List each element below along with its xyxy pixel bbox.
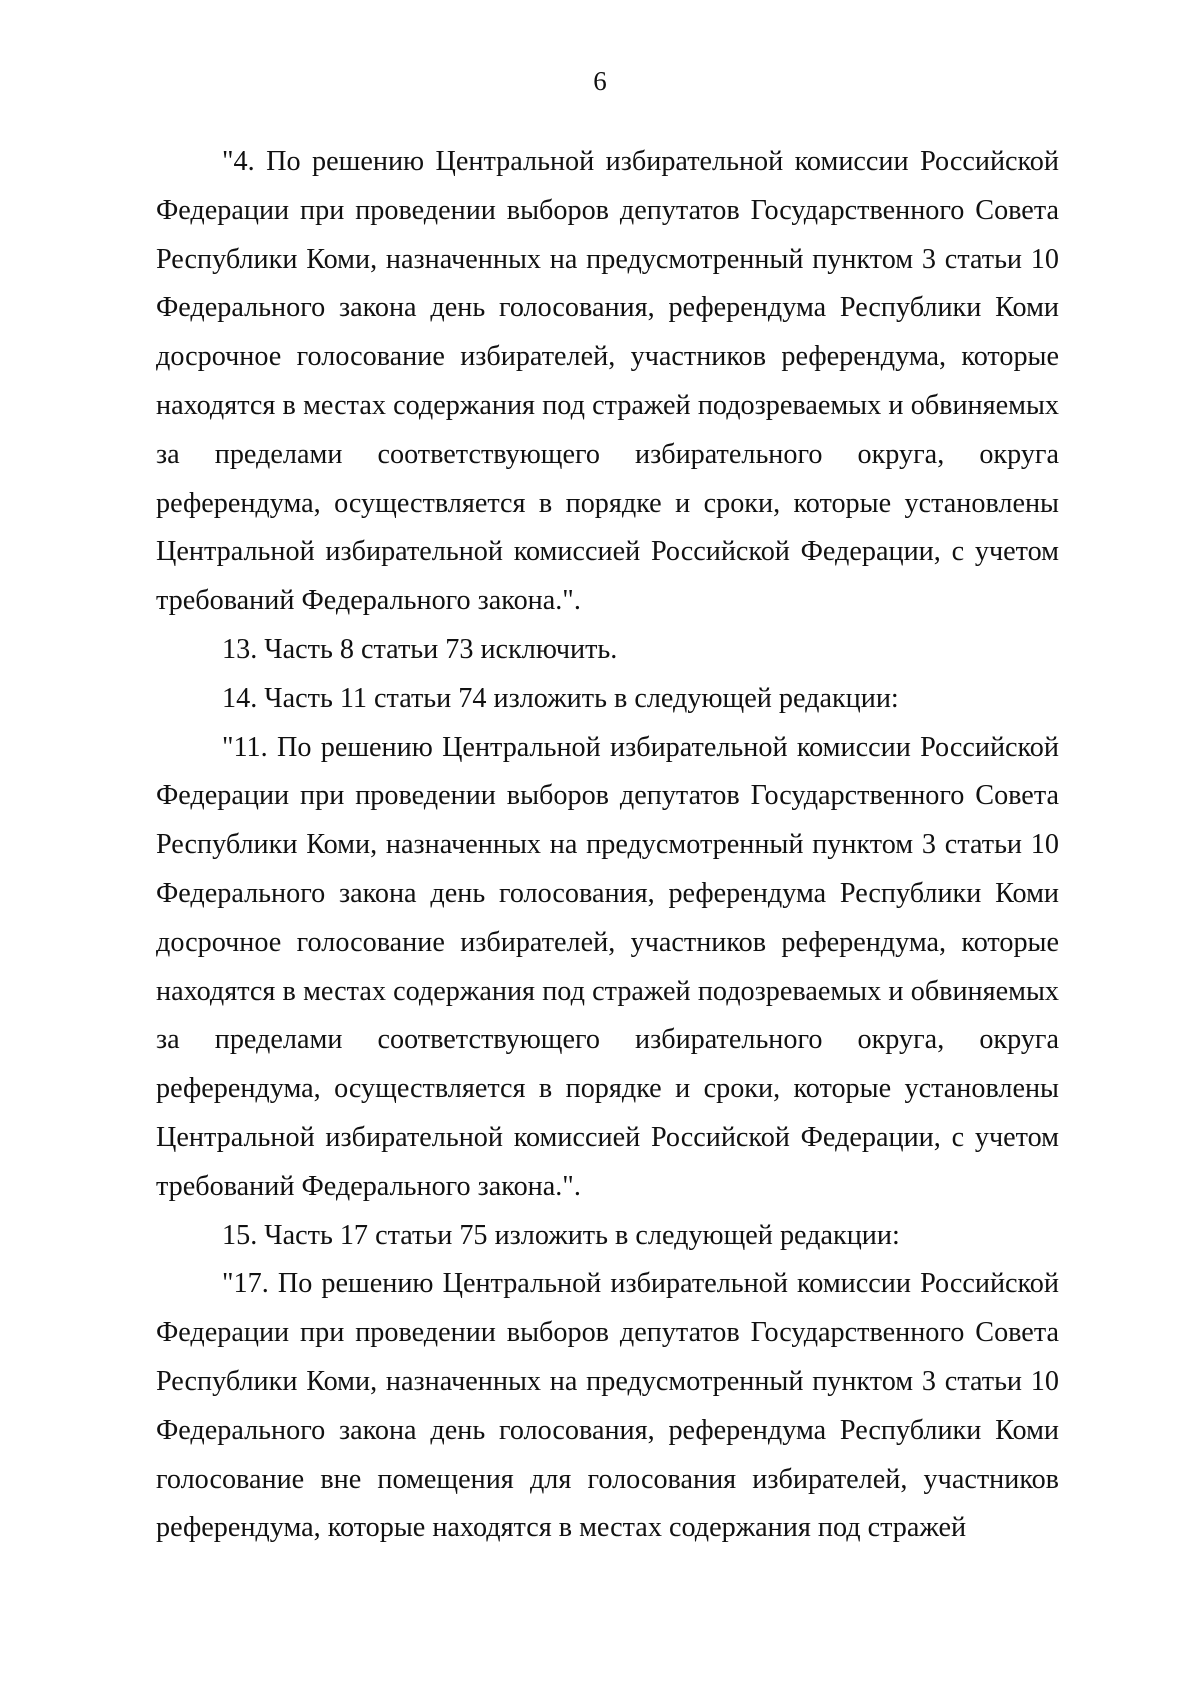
paragraph-item-13: 13. Часть 8 статьи 73 исключить. [222, 633, 618, 665]
paragraph-quoted-item-17: "17. По решению Центральной избирательной комиссии Российской Федерации при проведении выборов депутатов Государственного Совета Республики Коми, назначенных на предусмотренный пунктом 3 статьи 10 Федерального закона день голосования, референдума Республики Коми голосование вне помещения для голосования избирателей, участников референдума, которые находятся в местах содержания под стражей [156, 1268, 1059, 1544]
paragraph-quoted-item-11: "11. По решению Центральной избирательной комиссии Российской Федерации при проведении выборов депутатов Государственного Совета Республики Коми, назначенных на предусмотренный пунктом 3 статьи 10 Федерального закона день голосования, референдума Республики Коми досрочное голосование избирателей, участников референдума, которые находятся в местах содержания под стражей подозреваемых и обвиняемых за пределами соответствующего избирательного округа, округа референдума, осуществляется в порядке и сроки, которые установлены Центральной избирательной комиссией Российской Федерации, с учетом требований Федерального закона.". [156, 731, 1059, 1202]
paragraph-item-15: 15. Часть 17 статьи 75 изложить в следующей редакции: [222, 1219, 900, 1251]
paragraph-item-14: 14. Часть 11 статьи 74 изложить в следующей редакции: [222, 682, 899, 714]
paragraph-quoted-item-4: "4. По решению Центральной избирательной комиссии Российской Федерации при проведении выборов депутатов Государственного Совета Республики Коми, назначенных на предусмотренный пунктом 3 статьи 10 Федерального закона день голосования, референдума Республики Коми досрочное голосование избирателей, участников референдума, которые находятся в местах содержания под стражей подозреваемых и обвиняемых за пределами соответствующего избирательного округа, округа референдума, осуществляется в порядке и сроки, которые установлены Центральной избирательной комиссией Российской Федерации, с учетом требований Федерального закона.". [156, 146, 1059, 617]
page-number: 6 [593, 66, 607, 96]
document-body [156, 138, 1059, 1553]
